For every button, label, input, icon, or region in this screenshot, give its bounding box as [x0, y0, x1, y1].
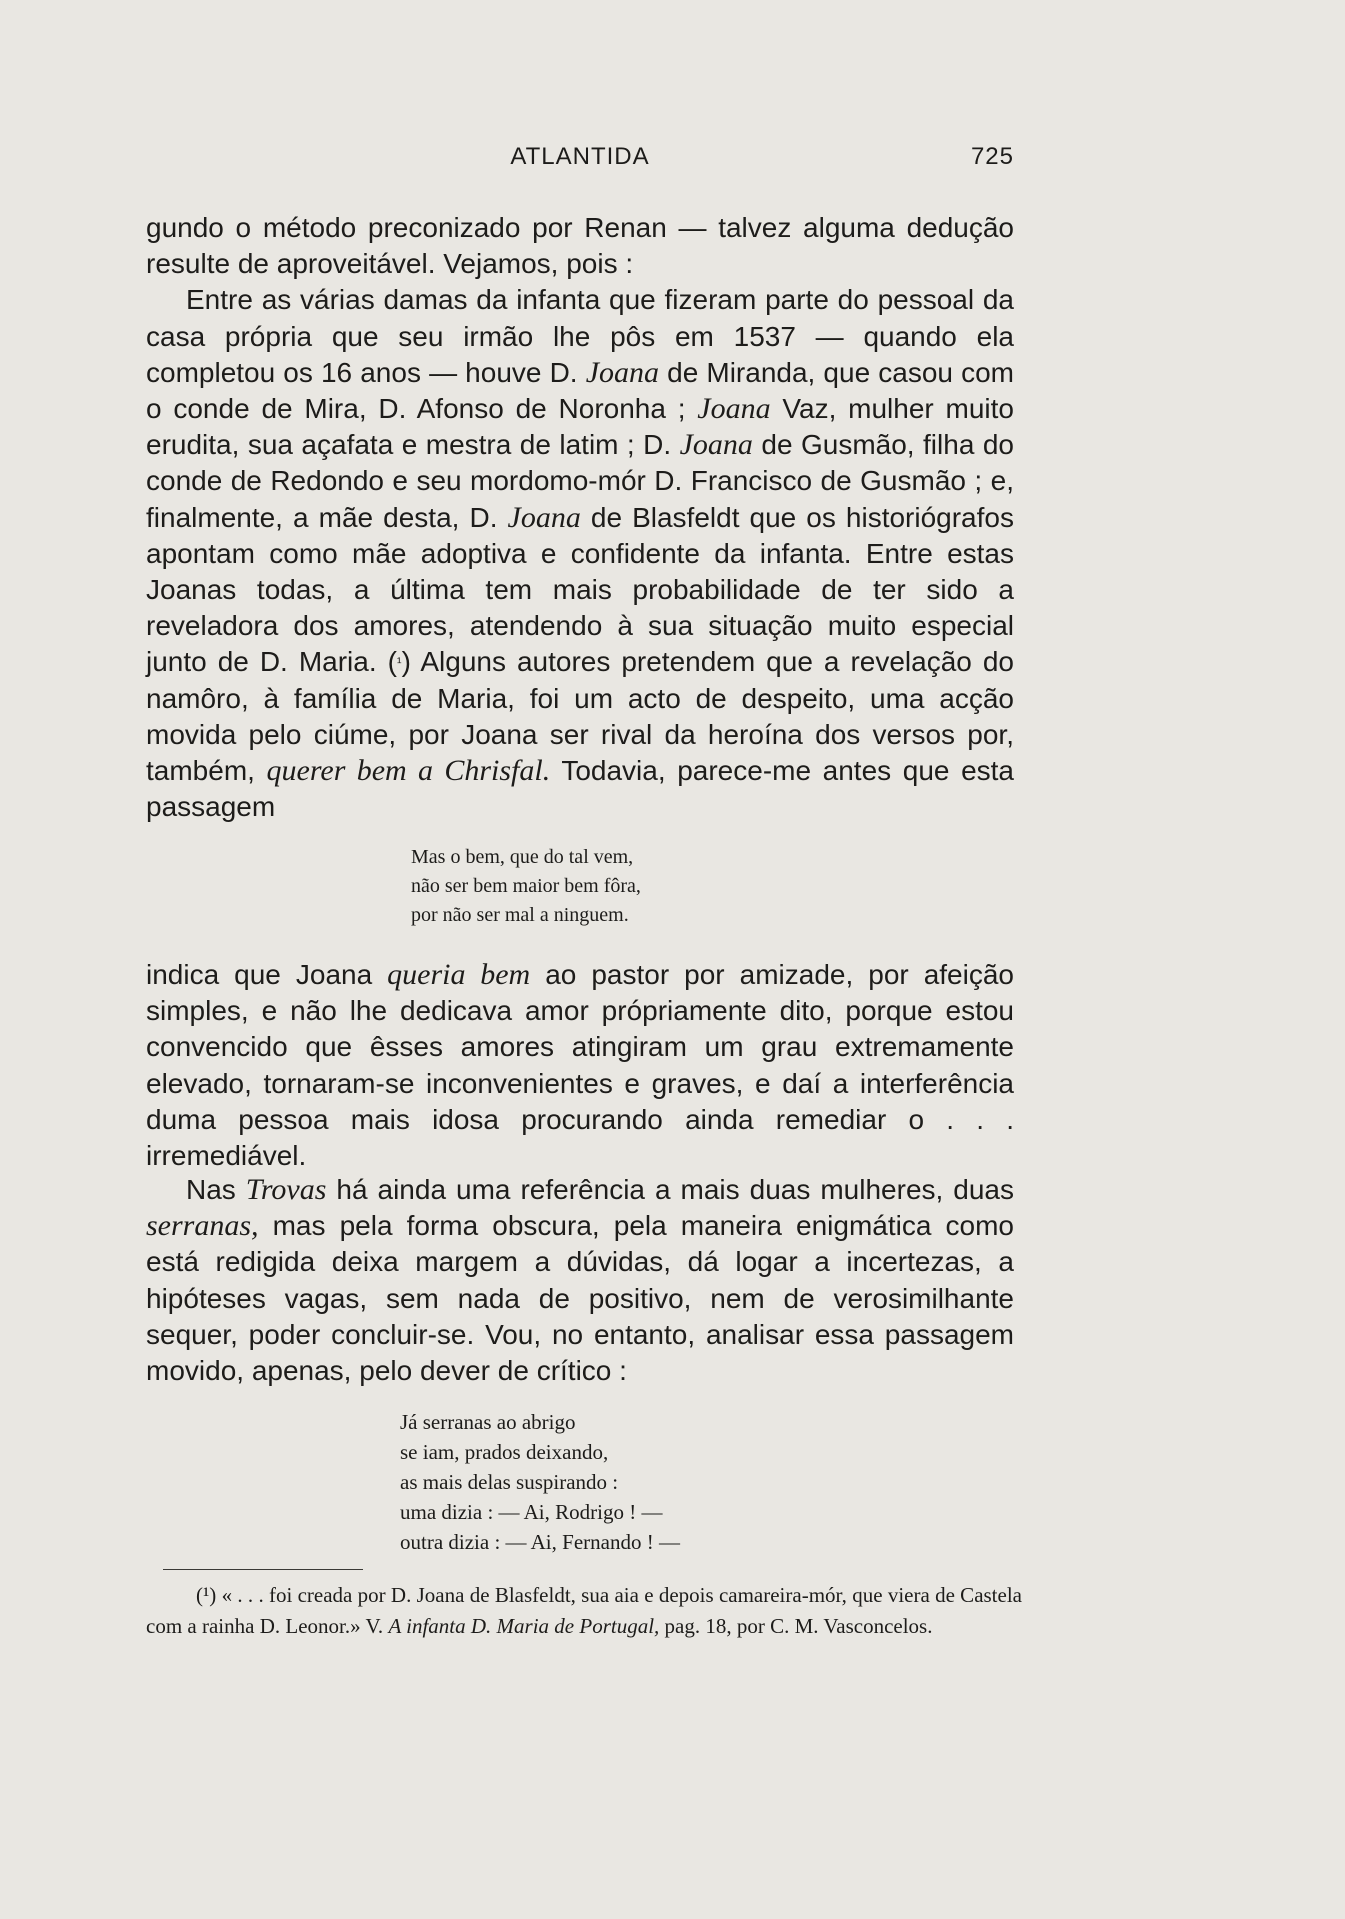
footnote: [146, 1580, 1022, 1642]
italic-quote: querer bem a Chrisfal.: [266, 754, 551, 788]
page-number: 725: [970, 143, 1014, 170]
verse-line: não ser bem maior bem fôra,: [411, 875, 641, 897]
paragraph-block-3: [146, 1172, 1014, 1389]
text-span: Entre as várias damas da infanta que fizeram parte do pessoal da casa própria que seu irmão lhe pôs em 1537 — quando ela completou os 16 anos — houve D.: [146, 284, 1014, 388]
footnote-text: [146, 1580, 1022, 1642]
italic-joana: Joana: [697, 392, 771, 426]
verse-line: Já serranas ao abrigo: [400, 1410, 576, 1434]
footnote-divider: [163, 1569, 363, 1570]
text-span: « . . . foi creada por D. Joana de Blasfeldt, sua aia e depois camareira-mór, que viera de Castela com a rainha D. Leonor.» V.: [146, 1583, 1022, 1638]
text-span: indica que Joana: [146, 959, 388, 990]
text-span: Vaz, mulher muito erudita, sua açafata e mestra de latim ; D.: [146, 393, 1014, 461]
text-span: ) Alguns autores pretendem que a revelação do namôro, à família de Maria, foi um acto de despeito, uma acção movida pelo ciúme, por Joana ser rival da heroína dos versos por, também,: [146, 646, 1014, 787]
italic-serranas: serranas,: [146, 1209, 259, 1243]
verse-line: Mas o bem, que do tal vem,: [411, 846, 634, 868]
italic-joana: Joana: [507, 500, 581, 534]
verse-line: por não ser mal a ninguem.: [411, 904, 629, 926]
text-span: mas pela forma obscura, pela maneira enigmática como está redigida deixa margem a dúvidas, dá logar a incertezas, a hipóteses vagas, sem nada de positivo, nem de verosimilhante sequer, poder concluir-se. Vou, no entanto, analisar essa passagem movido, apenas, pelo dever de crítico :: [146, 1210, 1014, 1387]
running-title: ATLANTIDA: [510, 143, 650, 170]
verse-line: uma dizia : — Ai, Rodrigo ! —: [400, 1500, 663, 1524]
text-span: de Blasfeldt que os historiógrafos apontam como mãe adoptiva e confidente da infanta. Entre estas Joanas todas, a última tem mais probabilidade de ter sido a reveladora dos amores, atendendo à sua situação muito especial junto de D. Maria. (: [146, 501, 1014, 678]
paragraph-block-1: [146, 210, 1014, 825]
running-header: [146, 143, 1014, 177]
paragraph-joanas: [146, 282, 1014, 825]
italic-book-title: A infanta D. Maria de Portugal,: [388, 1614, 660, 1638]
paragraph-joana-amizade: [146, 957, 1014, 1174]
text-span: de Gusmão, filha do conde de Redondo e seu mordomo-mór D. Francisco de Gusmão ; e, finalmente, a mãe desta, D.: [146, 429, 1014, 533]
italic-queria: queria bem: [387, 958, 531, 991]
verse-line: se iam, prados deixando,: [400, 1440, 609, 1464]
text-span: Nas: [186, 1174, 246, 1205]
footnote-marker: (¹): [196, 1583, 217, 1607]
text-span: pag. 18, por C. M. Vasconcelos.: [659, 1614, 933, 1638]
italic-joana: Joana: [585, 355, 660, 389]
text-span: há ainda uma referência a mais duas mulheres, duas: [326, 1174, 1014, 1205]
verse-quote-1: [411, 843, 641, 930]
text-span: de Miranda, que casou com o conde de Mira, D. Afonso de Noronha ;: [146, 356, 1014, 425]
text-span: ao pastor por amizade, por afeição simples, e não lhe dedicava amor própriamente dito, porque estou convencido que êsses amores atingiram um grau extremamente elevado, tornaram-se inconvenientes e graves, e daí a interferência duma pessoa mais idosa procurando ainda remediar o . . . irremediável.: [146, 959, 1014, 1172]
verse-line: as mais delas suspirando :: [400, 1470, 619, 1494]
footnote-reference: ¹: [396, 654, 402, 671]
paragraph-continuation: gundo o método preconizado por Renan — talvez alguma dedução resulte de aproveitável. Vejamos, pois :: [146, 212, 1014, 280]
verse-line: outra dizia : — Ai, Fernando ! —: [400, 1530, 680, 1554]
paragraph-block-2: [146, 957, 1014, 1174]
paragraph-trovas: [146, 1172, 1014, 1389]
italic-joana: Joana: [679, 428, 753, 462]
italic-trovas: Trovas: [245, 1173, 327, 1206]
text-span: Todavia, parece-me antes que esta passagem: [146, 755, 1014, 823]
verse-quote-2: [400, 1407, 680, 1557]
